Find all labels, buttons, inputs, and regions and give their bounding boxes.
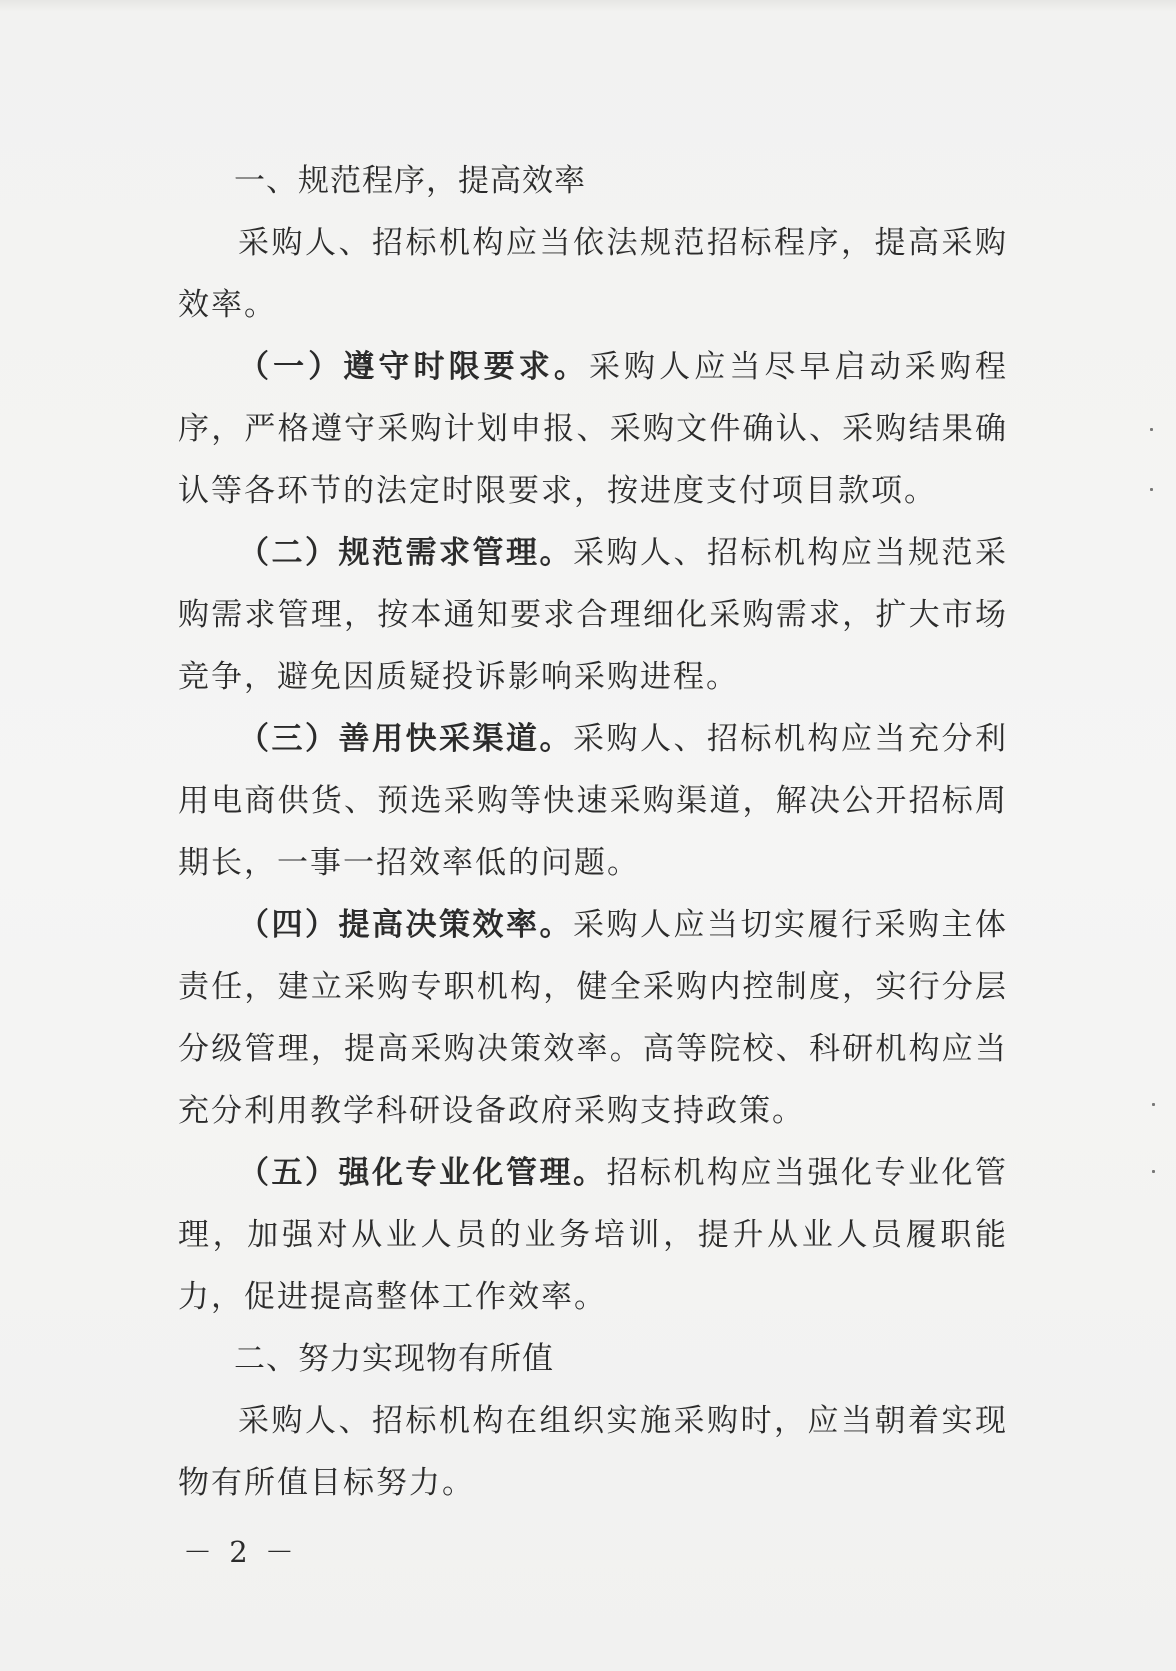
list-item <box>178 1142 1008 1328</box>
scan-speck <box>1152 1103 1155 1106</box>
item-lead: （二）规范需求管理。 <box>238 535 573 571</box>
list-item <box>178 894 1008 1142</box>
list-item <box>178 522 1008 708</box>
list-item <box>178 708 1008 894</box>
item-text: 采购人应当切实履行采购主体责任，建立采购专职机构，健全采购内控制度，实行分层分级管理，提高采购决策效率。高等院校、科研机构应当充分利用教学科研设备政府采购支持政策。 <box>178 907 1008 1129</box>
scan-speck <box>1152 1170 1155 1173</box>
item-text: 采购人应当尽早启动采购程序，严格遵守采购计划申报、采购文件确认、采购结果确认等各环节的法定时限要求，按进度支付项目款项。 <box>178 349 1008 509</box>
document-body <box>178 150 1008 1514</box>
scan-edge <box>0 0 1176 12</box>
item-lead: （一）遵守时限要求。 <box>238 349 589 385</box>
page-number: － 2 － <box>183 1535 298 1569</box>
scan-speck <box>1150 428 1153 431</box>
list-item <box>178 336 1008 522</box>
section-heading: 二、努力实现物有所值 <box>234 1341 554 1377</box>
item-lead: （五）强化专业化管理。 <box>238 1155 607 1191</box>
item-lead: （四）提高决策效率。 <box>238 907 573 943</box>
scan-speck <box>1150 488 1153 491</box>
item-lead: （三）善用快采渠道。 <box>238 721 573 757</box>
item-text: 采购人、招标机构应当充分利用电商供货、预选采购等快速采购渠道，解决公开招标周期长，一事一招效率低的问题。 <box>178 721 1008 881</box>
item-text: 招标机构应当强化专业化管理，加强对从业人员的业务培训，提升从业人员履职能力，促进提高整体工作效率。 <box>178 1155 1008 1315</box>
section-intro: 采购人、招标机构在组织实施采购时，应当朝着实现物有所值目标努力。 <box>178 1403 1008 1501</box>
section-intro: 采购人、招标机构应当依法规范招标程序，提高采购效率。 <box>178 225 1008 323</box>
item-text: 采购人、招标机构应当规范采购需求管理，按本通知要求合理细化采购需求，扩大市场竞争，避免因质疑投诉影响采购进程。 <box>178 535 1008 695</box>
section-heading: 一、规范程序，提高效率 <box>234 163 586 199</box>
